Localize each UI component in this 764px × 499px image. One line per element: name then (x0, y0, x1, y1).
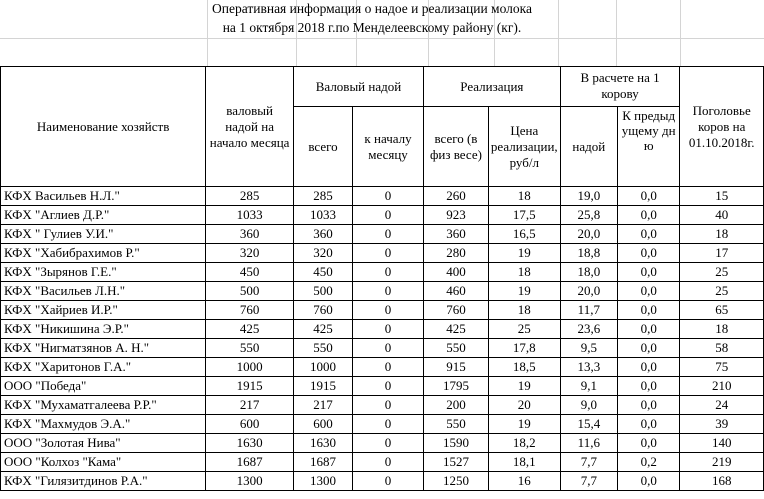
per-cow-yield-cell: 9,0 (560, 396, 617, 415)
gross-total-cell: 425 (293, 320, 352, 339)
header-per-cow-prev (617, 107, 679, 187)
table-row (1, 358, 764, 377)
farm-name-cell: КФХ "Зырянов Г.Е." (1, 263, 206, 282)
gross-to-start-cell: 0 (353, 206, 424, 225)
sales-price-cell: 18 (488, 187, 560, 206)
per-cow-prev-cell: 0,0 (617, 377, 679, 396)
herd-count-cell: 18 (680, 320, 764, 339)
per-cow-prev-cell: 0,2 (617, 453, 679, 472)
herd-count-cell: 65 (680, 301, 764, 320)
farm-name-cell: ООО "Победа" (1, 377, 206, 396)
sales-price-cell: 18 (488, 263, 560, 282)
per-cow-yield-cell: 7,7 (560, 472, 617, 491)
table-row (1, 282, 764, 301)
sales-total-cell: 460 (424, 282, 489, 301)
per-cow-prev-cell: 0,0 (617, 282, 679, 301)
sales-price-cell: 18,2 (488, 434, 560, 453)
farm-name-cell: ООО "Колхоз "Кама" (1, 453, 206, 472)
farm-name-cell: КФХ "Махмудов Э.А." (1, 415, 206, 434)
herd-count-cell: 58 (680, 339, 764, 358)
gross-start-cell: 450 (206, 263, 294, 282)
herd-count-cell: 168 (680, 472, 764, 491)
gross-start-cell: 550 (206, 339, 294, 358)
gross-total-cell: 217 (293, 396, 352, 415)
per-cow-prev-cell: 0,0 (617, 339, 679, 358)
herd-count-cell: 219 (680, 453, 764, 472)
gross-start-cell: 760 (206, 301, 294, 320)
per-cow-yield-cell: 18,0 (560, 263, 617, 282)
table-row (1, 263, 764, 282)
gross-total-cell: 550 (293, 339, 352, 358)
table-row (1, 187, 764, 206)
header-farm-name: Наименование хозяйств (1, 67, 206, 187)
gross-to-start-cell: 0 (353, 472, 424, 491)
gross-total-cell: 360 (293, 225, 352, 244)
gross-start-cell: 1033 (206, 206, 294, 225)
table-row (1, 244, 764, 263)
per-cow-prev-cell: 0,0 (617, 434, 679, 453)
table-row (1, 301, 764, 320)
gross-to-start-cell: 0 (353, 453, 424, 472)
header-per-cow-text: В расчете на 1 корову (580, 70, 660, 101)
gross-total-cell: 320 (293, 244, 352, 263)
gross-start-cell: 360 (206, 225, 294, 244)
gross-to-start-cell: 0 (353, 415, 424, 434)
sales-total-cell: 260 (424, 187, 489, 206)
herd-count-cell: 39 (680, 415, 764, 434)
sales-price-cell: 19 (488, 415, 560, 434)
sales-total-cell: 1590 (424, 434, 489, 453)
table-row (1, 415, 764, 434)
sales-price-cell: 16 (488, 472, 560, 491)
per-cow-prev-cell: 0,0 (617, 206, 679, 225)
herd-count-cell: 15 (680, 187, 764, 206)
table-row (1, 225, 764, 244)
gross-to-start-cell: 0 (353, 339, 424, 358)
per-cow-yield-cell: 13,3 (560, 358, 617, 377)
table-row (1, 472, 764, 491)
gross-start-cell: 600 (206, 415, 294, 434)
header-per-cow-prev-text: К предыдущему дню (621, 107, 676, 153)
sales-price-cell: 25 (488, 320, 560, 339)
sales-price-cell: 17,8 (488, 339, 560, 358)
gross-to-start-cell: 0 (353, 282, 424, 301)
per-cow-prev-cell: 0,0 (617, 263, 679, 282)
per-cow-yield-cell: 20,0 (560, 225, 617, 244)
gross-start-cell: 1687 (206, 453, 294, 472)
gross-to-start-cell: 0 (353, 301, 424, 320)
gross-total-cell: 1033 (293, 206, 352, 225)
report-title-line-2: на 1 октября 2018 г.по Менделеевскому району (кг). (222, 20, 522, 35)
per-cow-prev-cell: 0,0 (617, 415, 679, 434)
gross-total-cell: 760 (293, 301, 352, 320)
gross-start-cell: 285 (206, 187, 294, 206)
gross-start-cell: 1915 (206, 377, 294, 396)
herd-count-cell: 75 (680, 358, 764, 377)
per-cow-yield-cell: 11,6 (560, 434, 617, 453)
gross-start-cell: 1300 (206, 472, 294, 491)
table-row (1, 434, 764, 453)
gross-total-cell: 285 (293, 187, 352, 206)
table-row (1, 320, 764, 339)
grid-line (0, 38, 764, 39)
gross-total-cell: 450 (293, 263, 352, 282)
gross-total-cell: 600 (293, 415, 352, 434)
gross-start-cell: 500 (206, 282, 294, 301)
herd-count-cell: 25 (680, 263, 764, 282)
farm-name-cell: КФХ "Мухаматгалеева Р.Р." (1, 396, 206, 415)
gross-start-cell: 1630 (206, 434, 294, 453)
sales-price-cell: 20 (488, 396, 560, 415)
per-cow-prev-cell: 0,0 (617, 244, 679, 263)
herd-count-cell: 210 (680, 377, 764, 396)
header-per-cow-yield: надой (560, 107, 617, 187)
farm-name-cell: КФХ "Никишина Э.Р." (1, 320, 206, 339)
per-cow-prev-cell: 0,0 (617, 187, 679, 206)
per-cow-prev-cell: 0,0 (617, 225, 679, 244)
sales-price-cell: 19 (488, 282, 560, 301)
gross-to-start-cell: 0 (353, 358, 424, 377)
per-cow-yield-cell: 9,5 (560, 339, 617, 358)
gross-total-cell: 500 (293, 282, 352, 301)
header-gross-total: всего (293, 107, 352, 187)
per-cow-yield-cell: 20,0 (560, 282, 617, 301)
per-cow-prev-cell: 0,0 (617, 301, 679, 320)
sales-total-cell: 200 (424, 396, 489, 415)
sales-total-cell: 923 (424, 206, 489, 225)
per-cow-yield-cell: 23,6 (560, 320, 617, 339)
per-cow-prev-cell: 0,0 (617, 358, 679, 377)
herd-count-cell: 18 (680, 225, 764, 244)
per-cow-yield-cell: 9,1 (560, 377, 617, 396)
sales-total-cell: 550 (424, 339, 489, 358)
per-cow-yield-cell: 18,8 (560, 244, 617, 263)
sales-total-cell: 1527 (424, 453, 489, 472)
sales-total-cell: 760 (424, 301, 489, 320)
gross-to-start-cell: 0 (353, 187, 424, 206)
header-per-cow-group (560, 67, 680, 107)
gross-to-start-cell: 0 (353, 434, 424, 453)
per-cow-prev-cell: 0,0 (617, 396, 679, 415)
per-cow-yield-cell: 25,8 (560, 206, 617, 225)
gross-to-start-cell: 0 (353, 244, 424, 263)
gross-total-cell: 1630 (293, 434, 352, 453)
header-gross-start: валовый надой на начало месяца (206, 67, 294, 187)
gross-start-cell: 217 (206, 396, 294, 415)
gross-total-cell: 1000 (293, 358, 352, 377)
herd-count-cell: 140 (680, 434, 764, 453)
gross-to-start-cell: 0 (353, 377, 424, 396)
table-row (1, 206, 764, 225)
sales-total-cell: 400 (424, 263, 489, 282)
per-cow-yield-cell: 15,4 (560, 415, 617, 434)
gross-total-cell: 1300 (293, 472, 352, 491)
header-herd-count: Поголовье коров на 01.10.2018г. (680, 67, 764, 187)
farm-name-cell: ООО "Золотая Нива" (1, 434, 206, 453)
report-title-line-1: Оперативная информация о надое и реализации молока (211, 1, 533, 16)
per-cow-prev-cell: 0,0 (617, 472, 679, 491)
sales-price-cell: 16,5 (488, 225, 560, 244)
gross-total-cell: 1687 (293, 453, 352, 472)
farm-name-cell: КФХ "Нигматзянов А. Н." (1, 339, 206, 358)
gross-start-cell: 1000 (206, 358, 294, 377)
herd-count-cell: 40 (680, 206, 764, 225)
sales-total-cell: 1795 (424, 377, 489, 396)
farm-name-cell: КФХ "Васильев Л.Н." (1, 282, 206, 301)
per-cow-yield-cell: 19,0 (560, 187, 617, 206)
per-cow-yield-cell: 7,7 (560, 453, 617, 472)
gross-start-cell: 320 (206, 244, 294, 263)
farm-name-cell: КФХ " Гулиев У.И." (1, 225, 206, 244)
herd-count-cell: 24 (680, 396, 764, 415)
sales-total-cell: 550 (424, 415, 489, 434)
sales-price-cell: 19 (488, 244, 560, 263)
sales-price-cell: 18,5 (488, 358, 560, 377)
farm-name-cell: КФХ "Аглиев Д.Р." (1, 206, 206, 225)
sales-total-cell: 280 (424, 244, 489, 263)
gross-to-start-cell: 0 (353, 396, 424, 415)
per-cow-prev-cell: 0,0 (617, 320, 679, 339)
sales-price-cell: 18,1 (488, 453, 560, 472)
farm-name-cell: КФХ "Харитонов Г.А." (1, 358, 206, 377)
farm-name-cell: КФХ "Хайриев И.Р." (1, 301, 206, 320)
sales-price-cell: 18 (488, 301, 560, 320)
farm-name-cell: КФХ "Хабибрахимов Р." (1, 244, 206, 263)
gross-start-cell: 425 (206, 320, 294, 339)
sales-total-cell: 360 (424, 225, 489, 244)
farm-name-cell: КФХ Васильев Н.Л." (1, 187, 206, 206)
gross-to-start-cell: 0 (353, 225, 424, 244)
header-gross-group: Валовый надой (293, 67, 423, 107)
gross-total-cell: 1915 (293, 377, 352, 396)
table-row (1, 339, 764, 358)
sales-total-cell: 425 (424, 320, 489, 339)
header-sales-price: Цена реализации, руб/л (488, 107, 560, 187)
herd-count-cell: 25 (680, 282, 764, 301)
sales-price-cell: 19 (488, 377, 560, 396)
sales-total-cell: 915 (424, 358, 489, 377)
header-gross-to-start: к началу месяцу (353, 107, 424, 187)
table-row (1, 377, 764, 396)
gross-to-start-cell: 0 (353, 263, 424, 282)
header-sales-group: Реализация (424, 67, 561, 107)
milk-yield-table (0, 66, 764, 491)
sales-total-cell: 1250 (424, 472, 489, 491)
header-sales-total: всего (в физ весе) (424, 107, 489, 187)
sales-price-cell: 17,5 (488, 206, 560, 225)
per-cow-yield-cell: 11,7 (560, 301, 617, 320)
farm-name-cell: КФХ "Гилязитдинов Р.А." (1, 472, 206, 491)
table-row (1, 453, 764, 472)
herd-count-cell: 17 (680, 244, 764, 263)
table-row (1, 396, 764, 415)
gross-to-start-cell: 0 (353, 320, 424, 339)
